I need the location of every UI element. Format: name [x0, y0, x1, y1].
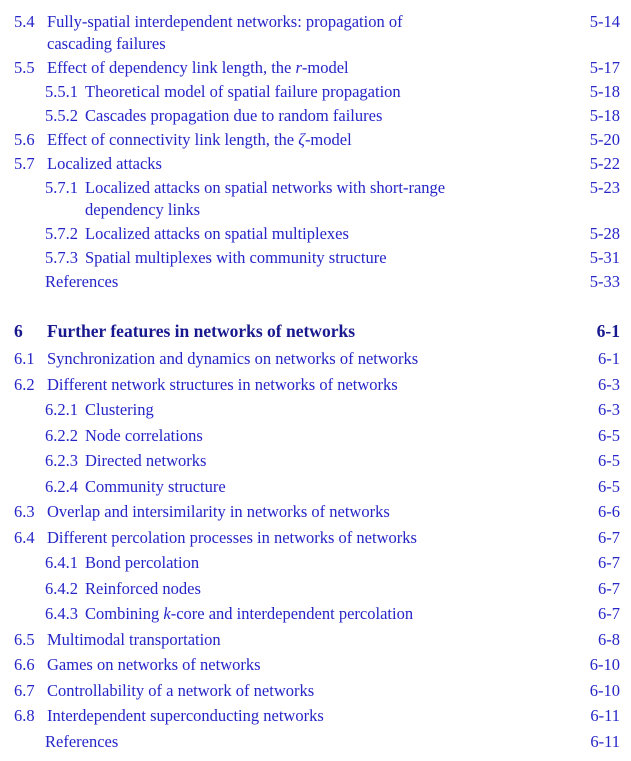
- entry-title-italic-term: ζ: [298, 130, 305, 149]
- entry-title: [47, 319, 365, 343]
- entry-page-number: 5-28: [589, 224, 620, 243]
- entry-number: 5.5.2: [45, 106, 78, 125]
- toc-entry[interactable]: [14, 153, 620, 175]
- entry-title-text: References: [45, 731, 119, 751]
- entry-title-italic-term: k: [163, 604, 171, 623]
- entry-page-number: 5-31: [589, 248, 620, 267]
- toc-entry[interactable]: [14, 399, 620, 421]
- entry-number: 5.7.2: [45, 224, 78, 243]
- entry-title-text: Further features in networks of networks: [47, 321, 356, 341]
- entry-title-text: Different network structures in networks of networks: [47, 374, 398, 394]
- entry-title-text: dependency links: [85, 200, 201, 219]
- entry-title-text: Cascades propagation due to random failures: [85, 106, 383, 125]
- toc-entry[interactable]: [14, 271, 620, 293]
- entry-number: 6.6: [14, 655, 35, 674]
- entry-title-text: Localized attacks on spatial multiplexes: [85, 224, 349, 243]
- entry-number: 6.8: [14, 706, 35, 725]
- entry-number: 6.7: [14, 680, 35, 700]
- toc-entry[interactable]: [14, 654, 620, 676]
- entry-title-text: Effect of connectivity link length, the: [47, 130, 299, 149]
- entry-number: 6.2.1: [45, 400, 78, 419]
- entry-number: 6.1: [14, 349, 35, 368]
- entry-title: [47, 629, 231, 651]
- entry-title: [47, 153, 172, 175]
- entry-page-number: 6-1: [596, 321, 620, 341]
- entry-page-number: 5-14: [589, 12, 620, 31]
- entry-title-text: Community structure: [85, 476, 226, 496]
- entry-number: 6.2: [14, 374, 35, 394]
- entry-title: [85, 603, 423, 625]
- entry-number: 6.4: [14, 527, 35, 547]
- entry-number: 6.3: [14, 502, 35, 521]
- entry-title: [45, 271, 128, 293]
- entry-number: 6.2.2: [45, 425, 78, 445]
- entry-title-text: References: [45, 272, 119, 291]
- entry-page-number: 5-18: [589, 106, 620, 125]
- entry-page-number: 6-10: [589, 680, 620, 700]
- toc-entry[interactable]: [14, 680, 620, 702]
- toc-entry[interactable]: [14, 348, 620, 370]
- entry-number: 6.5: [14, 629, 35, 649]
- entry-title: [47, 57, 359, 79]
- entry-number: 6.2.3: [45, 451, 78, 470]
- entry-number: 5.5.1: [45, 82, 78, 101]
- toc-entry[interactable]: [14, 501, 620, 523]
- entry-title: [85, 578, 211, 600]
- entry-title-text: Multimodal transportation: [47, 629, 221, 649]
- toc-entry[interactable]: [14, 81, 620, 103]
- entry-title: [85, 247, 397, 269]
- entry-title: [47, 374, 408, 396]
- entry-number: 5.7.1: [45, 178, 78, 197]
- toc-chapter-heading[interactable]: [14, 319, 620, 343]
- entry-title-text: Clustering: [85, 400, 154, 419]
- entry-title: [85, 425, 213, 447]
- entry-title: [47, 129, 362, 151]
- entry-page-number: 6-3: [598, 400, 620, 419]
- entry-title: [47, 348, 428, 370]
- entry-page-number: 6-1: [598, 349, 620, 368]
- entry-title-text: Spatial multiplexes with community structure: [85, 248, 387, 267]
- toc-entry[interactable]: [14, 57, 620, 79]
- toc-entry[interactable]: [14, 223, 620, 245]
- entry-page-number: 6-6: [598, 502, 620, 521]
- entry-title-text: Different percolation processes in networks of networks: [47, 527, 417, 547]
- entry-page-number: 6-3: [598, 374, 620, 394]
- entry-title-text: Reinforced nodes: [85, 578, 201, 598]
- entry-number: 6.4.1: [45, 553, 78, 572]
- entry-page-number: 5-20: [589, 130, 620, 149]
- entry-page-number: 6-11: [590, 706, 620, 725]
- entry-title-text: Interdependent superconducting networks: [47, 706, 324, 725]
- entry-title-text: cascading failures: [47, 34, 166, 53]
- toc-entry[interactable]: [14, 374, 620, 396]
- entry-title: [47, 501, 400, 523]
- entry-page-number: 5-22: [589, 154, 620, 173]
- entry-title-text: Controllability of a network of networks: [47, 680, 315, 700]
- entry-title: [45, 731, 128, 753]
- entry-page-number: 6-8: [598, 629, 620, 649]
- toc-entry[interactable]: [14, 629, 620, 651]
- entry-number: 6.4.3: [45, 604, 78, 623]
- entry-number: 6.4.2: [45, 578, 78, 598]
- entry-title: [47, 680, 324, 702]
- toc-entry[interactable]: [14, 425, 620, 447]
- entry-title-text: Node correlations: [85, 425, 203, 445]
- entry-title: [85, 105, 392, 127]
- entry-page-number: 6-7: [598, 553, 620, 572]
- entry-title: [85, 223, 359, 245]
- entry-title-text: Directed networks: [85, 451, 207, 470]
- entry-number: 5.6: [14, 130, 35, 149]
- entry-title: [85, 450, 216, 472]
- entry-title-text: Fully-spatial interdependent networks: propagation of: [47, 12, 403, 31]
- toc-entry[interactable]: [14, 731, 620, 753]
- toc-entry[interactable]: [14, 129, 620, 151]
- entry-page-number: 5-18: [589, 82, 620, 101]
- entry-number: 5.5: [14, 58, 35, 77]
- toc-entry[interactable]: [14, 552, 620, 574]
- entry-title-text: Synchronization and dynamics on networks of networks: [47, 349, 419, 368]
- entry-title: [47, 11, 413, 55]
- toc-entry[interactable]: [14, 705, 620, 727]
- toc-entry[interactable]: [14, 603, 620, 625]
- entry-page-number: 6-5: [598, 425, 620, 445]
- toc-entry[interactable]: [14, 450, 620, 472]
- entry-title: [47, 654, 271, 676]
- entry-title: [47, 705, 334, 727]
- entry-page-number: 6-7: [598, 604, 620, 623]
- entry-title: [85, 552, 209, 574]
- entry-page-number: 5-33: [589, 272, 620, 291]
- toc-entry[interactable]: [14, 105, 620, 127]
- toc-entry[interactable]: [14, 578, 620, 600]
- entry-title-text: Combining: [85, 604, 164, 623]
- entry-page-number: 6-7: [598, 578, 620, 598]
- entry-title: [85, 81, 411, 103]
- entry-number: 5.7: [14, 154, 35, 173]
- toc-entry[interactable]: [14, 527, 620, 549]
- entry-title-italic-term: r: [295, 58, 302, 77]
- entry-title-text: Localized attacks on spatial networks with short-range: [85, 178, 446, 197]
- entry-title-text: Overlap and intersimilarity in networks of networks: [47, 502, 390, 521]
- entry-title-text: Localized attacks: [47, 154, 162, 173]
- entry-title-text: -core and interdependent percolation: [170, 604, 414, 623]
- entry-page-number: 6-5: [598, 476, 620, 496]
- entry-title-text: Theoretical model of spatial failure propagation: [85, 82, 401, 101]
- entry-number: 5.7.3: [45, 248, 78, 267]
- entry-title-text: -model: [301, 58, 349, 77]
- entry-title-text: Games on networks of networks: [47, 655, 261, 674]
- entry-title-text: Bond percolation: [85, 553, 200, 572]
- toc-entry[interactable]: [14, 11, 620, 55]
- entry-title: [47, 527, 427, 549]
- entry-title-text: Effect of dependency link length, the: [47, 58, 296, 77]
- entry-title: [85, 399, 164, 421]
- toc-entry[interactable]: [14, 247, 620, 269]
- toc-entry[interactable]: [14, 177, 620, 221]
- toc-entry[interactable]: [14, 476, 620, 498]
- entry-page-number: 6-5: [598, 451, 620, 470]
- entry-page-number: 6-11: [590, 731, 620, 751]
- entry-page-number: 5-17: [589, 58, 620, 77]
- entry-title: [85, 177, 455, 221]
- entry-title: [85, 476, 236, 498]
- entry-title-text: -model: [304, 130, 352, 149]
- entry-number: 6.2.4: [45, 476, 78, 496]
- entry-number: 5.4: [14, 12, 35, 31]
- entry-page-number: 6-10: [589, 655, 620, 674]
- entry-page-number: 6-7: [598, 527, 620, 547]
- entry-number: 6: [14, 321, 23, 341]
- entry-page-number: 5-23: [589, 178, 620, 197]
